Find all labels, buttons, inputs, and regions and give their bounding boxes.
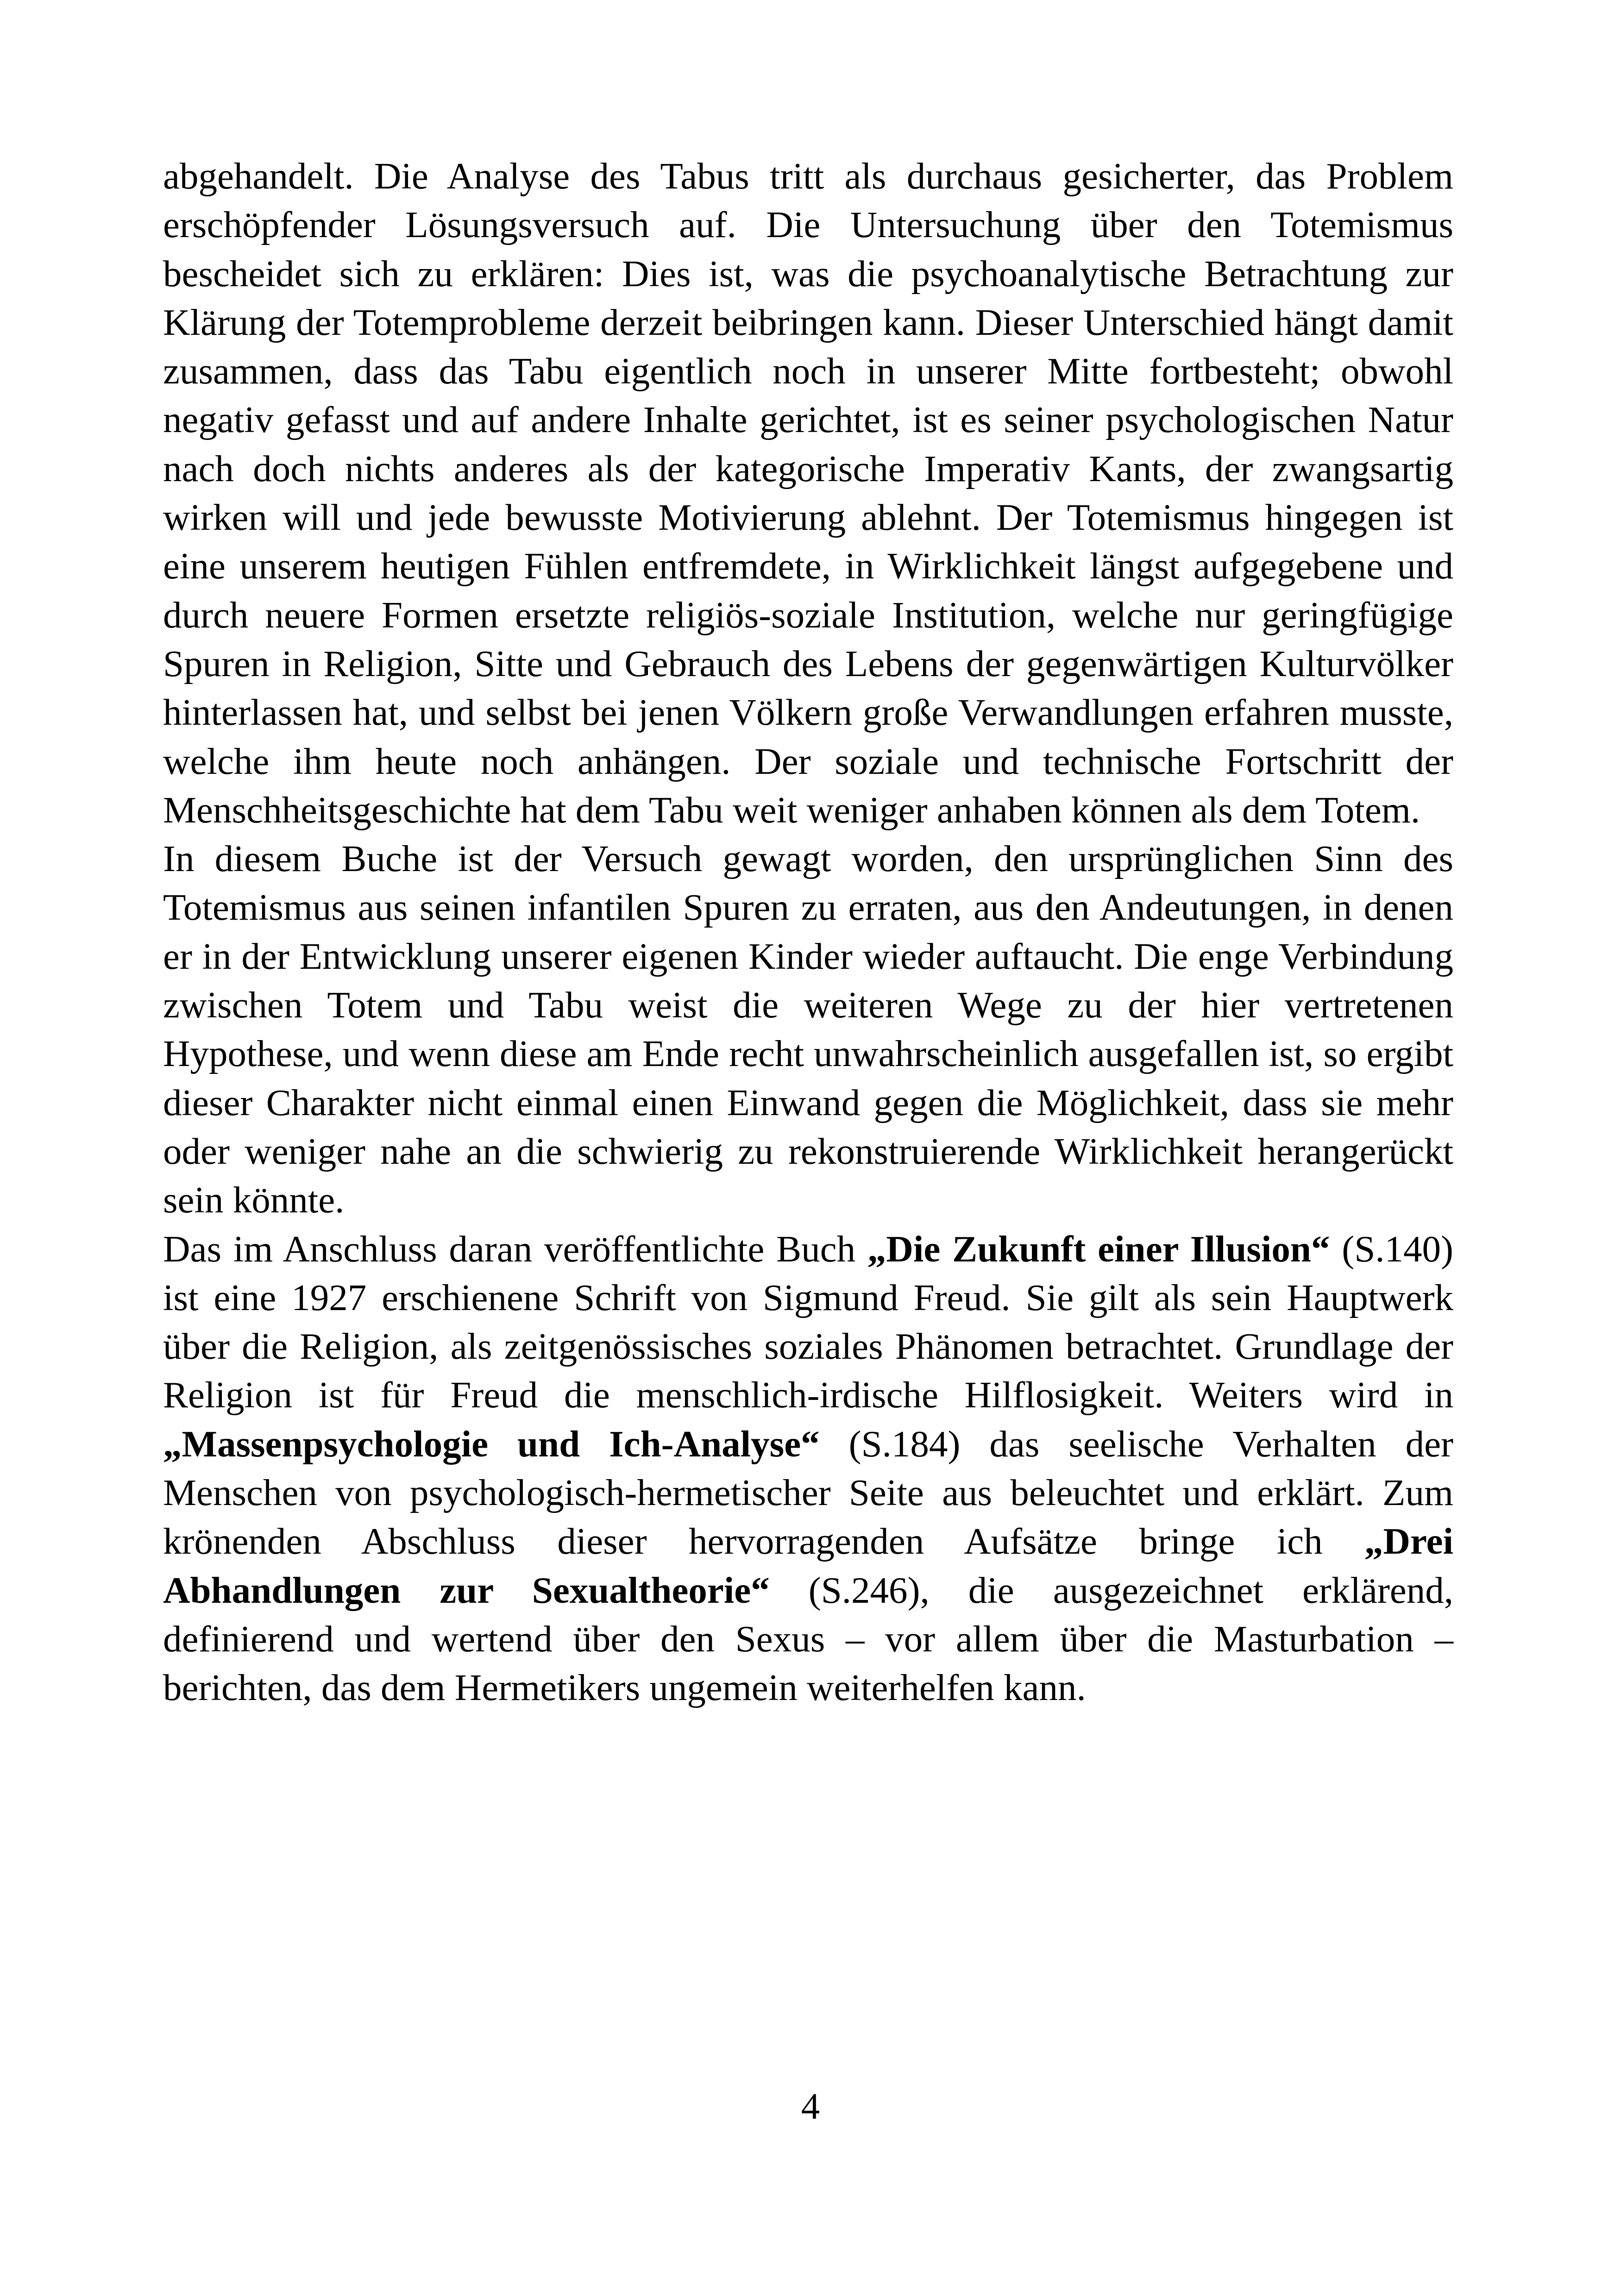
paragraph-text: Das im Anschluss daran veröffentlichte Buch: [163, 1228, 867, 1270]
paragraph-text: In diesem Buche ist der Versuch gewagt worden, den ursprünglichen Sinn des Totemismus aus seinen infantilen Spuren zu erraten, aus den Andeutungen, in denen er in der Entwicklung unserer eigenen Kinder wieder auftaucht. Die enge Verbindung zwischen Totem und Tabu weist die weiteren Wege zu der hier vertretenen Hypothese, und wenn diese am Ende recht unwahrscheinlich ausgefallen ist, so ergibt dieser Charakter nicht einmal einen Einwand gegen die Möglichkeit, dass sie mehr oder weniger nahe an die schwierig zu rekonstruierende Wirklichkeit herangerückt sein könnte.: [163, 838, 1453, 1221]
paragraph-text: (S.140) ist eine 1927 erschienene Schrift von Sigmund Freud. Sie gilt als sein Hauptwerk über die Religion, als zeitgenössisches soziales Phänomen betrachtet. Grundlage der Religion ist für Freud die menschlich-irdische Hilflosigkeit. Weiters wird in: [163, 1228, 1454, 1416]
paragraph-text: (S.246), die ausgezeichnet erklärend, definierend und wertend über den Sexus – vor allem über die Masturbation – berichten, das dem Hermetikers ungemein weiterhelfen kann.: [163, 1569, 1454, 1709]
paragraph-book-attempt: [163, 834, 1453, 1224]
paragraph-further-works: [163, 1225, 1453, 1713]
book-title-massenpsychologie: „Massenpsychologie und Ich-Analyse“: [163, 1423, 820, 1465]
book-title-zukunft-einer-illusion: „Die Zukunft einer Illusion“: [867, 1228, 1330, 1270]
paragraph-text: abgehandelt. Die Analyse des Tabus tritt als durchaus gesicherter, das Problem erschöpfender Lösungsversuch auf. Die Untersuchung über den Totemismus bescheidet sich zu erklären: Dies ist, was die psychoanalytische Betrachtung zur Klärung der Totemprobleme derzeit beibringen kann. Dieser Unterschied hängt damit zusammen, dass das Tabu eigentlich noch in unserer Mitte fortbesteht; obwohl negativ gefasst und auf andere Inhalte gerichtet, ist es seiner psychologischen Natur nach doch nichts anderes als der kategorische Imperativ Kants, der zwangsartig wirken will und jede bewusste Motivierung ablehnt. Der Totemismus hingegen ist eine unserem heutigen Fühlen entfremdete, in Wirklichkeit längst aufgegebene und durch neuere Formen ersetzte religiös-soziale Institution, welche nur geringfügige Spuren in Religion, Sitte und Gebrauch des Lebens der gegenwärtigen Kulturvölker hinterlassen hat, und selbst bei jenen Völkern große Verwandlungen erfahren musste, welche ihm heute noch anhängen. Der soziale und technische Fortschritt der Menschheitsgeschichte hat dem Tabu weit weniger anhaben können als dem Totem.: [163, 155, 1453, 831]
body-text: [163, 152, 1453, 1713]
book-title-drei-abhandlungen: „Drei Abhandlungen zur Sexualtheorie“: [163, 1520, 1453, 1611]
page-number: 4: [801, 2085, 820, 2127]
paragraph-text: (S.184) das seelische Verhalten der Menschen von psychologisch-hermetischer Seite aus beleuchtet und erklärt. Zum krönenden Abschluss dieser hervorragenden Aufsätze bringe ich: [163, 1423, 1453, 1562]
paragraph-totemism-tabu: [163, 152, 1453, 834]
